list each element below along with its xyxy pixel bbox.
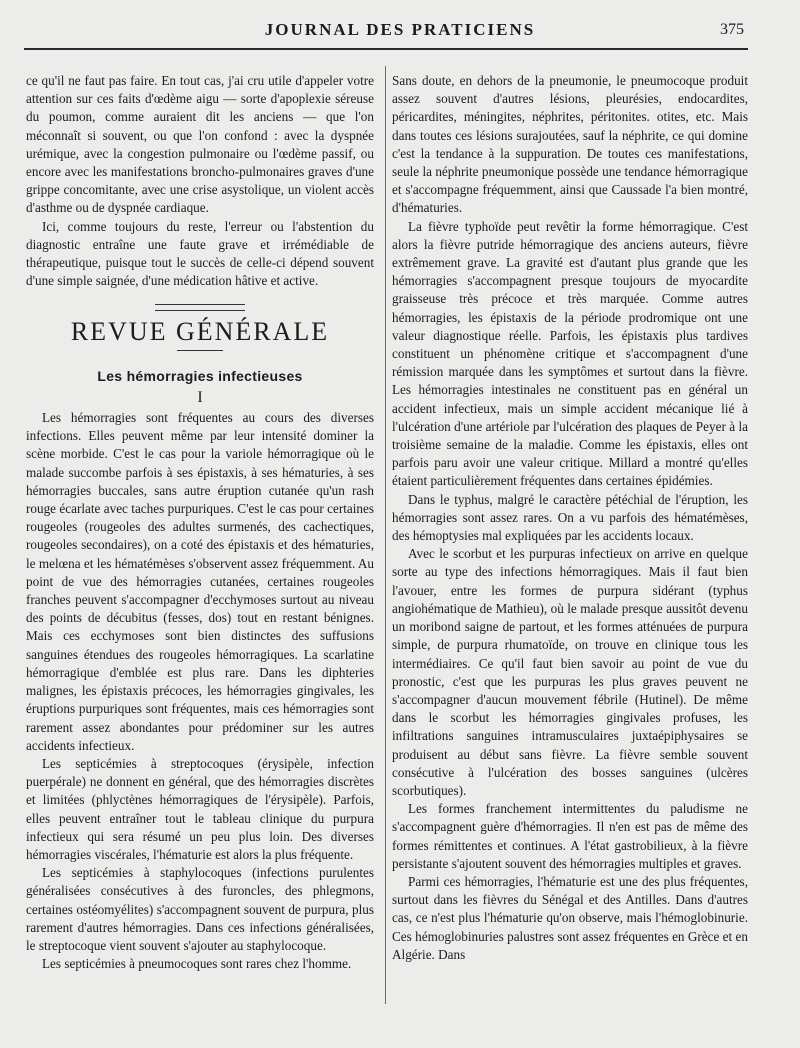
section-rule xyxy=(177,350,223,351)
article-title: Les hémorragies infectieuses xyxy=(97,367,303,384)
column-divider xyxy=(385,66,386,1004)
part-numeral: I xyxy=(197,388,203,406)
paragraph: Les septicémies à streptocoques (érysipèle, infection puerpérale) ne donnent en général, que des hémorragies discrètes et limitées (phlyctènes hémorragiques de l'érysipèle). Parfois, elles peuvent entraîner tout le tableau clinique du purpura infectieux qui sera résumé un peu plus loin. Des diverses hémorragies viscérales, l'hématurie est alors la plus fréquente. xyxy=(26,755,374,862)
paragraph: Les septicémies à staphylocoques (infections purulentes généralisées consécutives à des furoncles, des phlegmons, certaines ostéomyélites) s'accompagnent souvent de purpura, plus rarement d'autres hémorragies. Dans ces infections généralisées, le streptocoque vient souvent s'ajouter au staphylocoque. xyxy=(26,865,374,953)
paragraph: Les septicémies à pneumocoques sont rares chez l'homme. xyxy=(42,956,352,972)
paragraph: Avec le scorbut et les purpuras infectieux on arrive en quelque sorte au type des infections hémorragiques. Mais il faut bien l'avouer, entre les formes de purpura sidérant (typhus angiohématique de Mathieu), où le malade presque aussitôt devenu un moribond saigne de partout, et les formes atténuées de purpura simple, de purpura rhumatoïde, on trouve en clinique tous les intermédiaires. Ce qu'il faut bien savoir au point de vue du pronostic, c'est que les purpuras les plus graves peuvent ne s'accompagner d'aucun mouvement fébrile (Hutinel). De même dans le scorbut les hémorragies gingivales profuses, les infiltrations sanguines intramusculaires juxtaépiphysaires se produisent au début sans fièvre. La fièvre semble souvent consécutive à l'ulcération des bosses sanguines (ulcères scorbutiques). xyxy=(392,546,748,798)
header-rule xyxy=(24,48,748,50)
left-column xyxy=(26,72,374,973)
paragraph: Dans le typhus, malgré le caractère pétéchial de l'éruption, les hémorragies sont assez rares. On a vu parfois des hématémèses, des hémoptysies mal expliquées par les accidents locaux. xyxy=(392,491,748,544)
paragraph: Ici, comme toujours du reste, l'erreur ou l'abstention du diagnostic entraîne une faute grave et irrémédiable de thérapeutique, puisque tout le succès de celle-ci dépend souvent d'une simple saignée, d'une médication hâtive et active. xyxy=(26,218,374,289)
paragraph: Les hémorragies sont fréquentes au cours des diverses infections. Elles peuvent même par leur intensité dominer la scène morbide. C'est le cas pour la variole hémorragique où le malade succombe parfois à ses épistaxis, à ses hématuries, à ses hémorragies buccales, sans autre éruption cutanée qu'un rash rouge écarlate avec taches purpuriques. C'est le cas pour certaines rougeoles (rougeoles des adultes surmenés, des cachectiques, rougeoles secondaires), on a coté des épistaxis et des hématuries, le melœna et les hématémèses s'observent assez fréquemment. Au point de vue des hémorragies cutanées, certaines rougeoles franches peuvent s'accompagner d'ecchymoses surtout au niveau des points de décubitus (fesses, dos) tout en restant bénignes. Mais ces ecchymoses sont bien distinctes des suffusions sanguines étendues des rougeoles hémorragiques. La scarlatine hémorragique d'emblée est plus rare. Dans les diphteries malignes, les épistaxis précoces, les hémorragies gingivales, les éruptions purpuriques sont fréquentes, mais ces hémorragies sont rarement assez abondantes pour prédominer sur les autres accidents infectieux. xyxy=(26,410,374,753)
paragraph: La fièvre typhoïde peut revêtir la forme hémorragique. C'est alors la fièvre putride hémorragique des anciens auteurs, fièvre extrêmement grave. La gravité est d'autant plus grande que les hémorragies s'accompagnent presque toujours de myocardite graisseuse très précoce et très marquée. Comme autres hémorragies, les épistaxis de la période prodromique ont une valeur diagnostique réelle. Parfois, les épistaxis plus tardives constituent un phénomène critique et s'accompagnent d'une rémission marquée dans les symptômes et surtout dans la fièvre. Les hémorragies intestinales ne constituent pas en général un accident infectieux, mais un simple accident mécanique lié à l'ulcération d'une artériole par l'ulcération des plaques de Peyer à la troisième semaine de la maladie. Comme les épistaxis, elles ont parfois paru avoir une valeur critique. Millard a montré qu'elles étaient particulièrement fréquentes dans certaines épidémies. xyxy=(392,218,748,489)
running-header xyxy=(20,18,780,44)
right-column xyxy=(392,72,748,964)
journal-title: JOURNAL DES PRATICIENS xyxy=(264,20,536,39)
paragraph: Sans doute, en dehors de la pneumonie, le pneumocoque produit assez souvent d'autres lésions, pleurésies, endocardites, péricardites, méningites, néphrites, péritonites. otites, etc. Mais dans toutes ces lésions surajoutées, sauf la néphrite, ce qui domine c'est la tendance à la suppuration. De toutes ces manifestations, seule la néphrite pneumonique possède une tendance hémorragique et s'accompagne fréquemment, ainsi que Caussade l'a bien montré, d'hématuries. xyxy=(392,73,748,216)
page-number: 375 xyxy=(720,21,744,38)
section-ornament xyxy=(155,304,245,311)
paragraph: Les formes franchement intermittentes du paludisme ne s'accompagnent guère d'hémorragies. Il n'en est pas de même des formes rémittentes et continues. A l'état gastrobilieux, à la fièvre persistante s'ajoutent souvent des hémorragies multiples et graves. xyxy=(392,801,748,871)
paragraph: ce qu'il ne faut pas faire. En tout cas, j'ai cru utile d'appeler votre attention sur ces faits d'œdème aigu — sorte d'apoplexie séreuse du poumon, comme auraient dit les anciens — que l'on méconnaît si souvent, ou que l'on confond : avec la dyspnée urémique, avec la congestion pulmonaire ou l'œdème passif, ou encore avec les manifestations broncho-pulmonaires graves d'une grippe concomitante, avec une crise asystolique, un violent accès d'asthme ou de dyspnée cardiaque. xyxy=(26,73,374,216)
paragraph: Parmi ces hémorragies, l'hématurie est une des plus fréquentes, surtout dans les fièvres du Sénégal et des Antilles. Dans d'autres cas, ce n'est plus l'hématurie qu'on observe, mais l'hémoglobinurie. Ces hémoglobinuries palustres sont assez fréquentes en Grèce et en Algérie. Dans xyxy=(392,873,748,962)
section-title: REVUE GÉNÉRALE xyxy=(70,317,330,347)
